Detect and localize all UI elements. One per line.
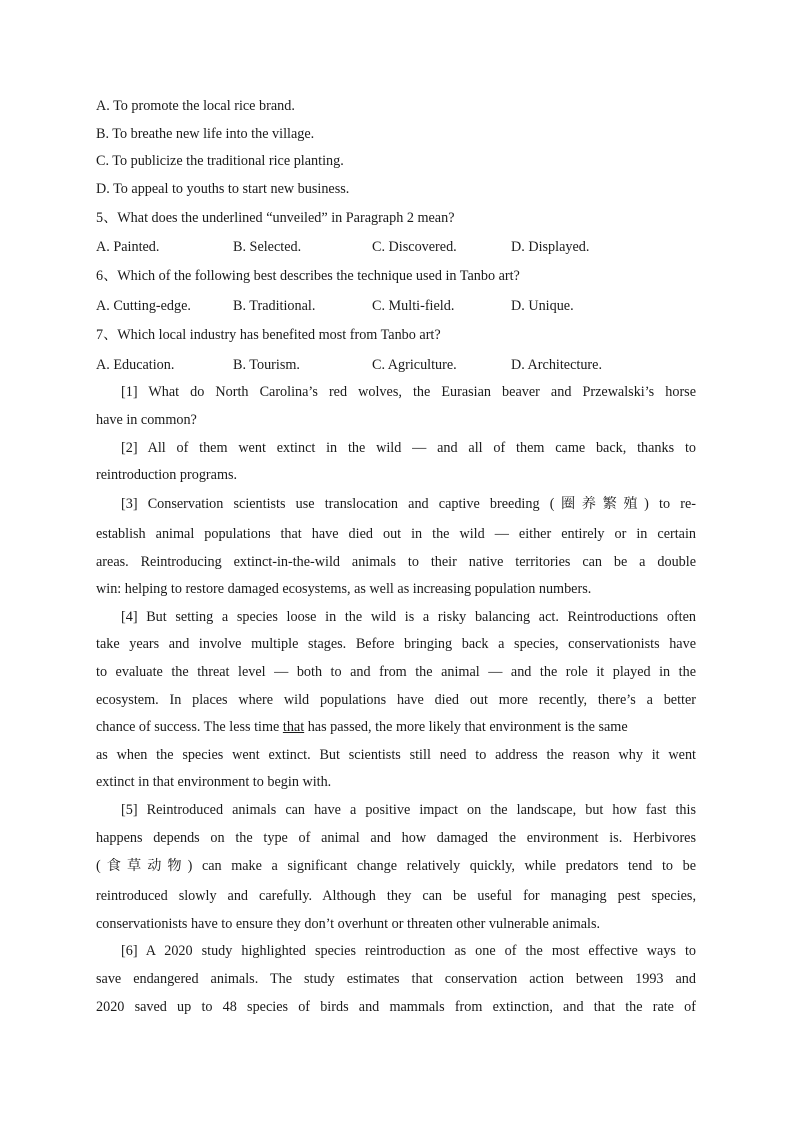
- paragraph-3-line: win: helping to restore damaged ecosystems, as well as increasing population numbers.: [96, 581, 592, 597]
- paragraph-5-line: conservationists have to ensure they don’t overhunt or threaten other vulnerable animals.: [96, 916, 601, 932]
- paragraph-3-line: areas. Reintroducing extinct-in-the-wild animals to their native territories can be a double: [96, 554, 696, 570]
- paragraph-4-line: [96, 718, 696, 736]
- paragraph-3-line: [3] Conservation scientists use translocation and captive breeding (圈养繁殖) to re-: [121, 496, 696, 512]
- q7-option-c: C. Agriculture.: [372, 357, 457, 373]
- q7-option-d: D. Architecture.: [511, 357, 602, 373]
- paragraph-4-line: extinct in that environment to begin with.: [96, 774, 332, 790]
- paragraph-5-line: happens depends on the type of animal and how damaged the environment is. Herbivores: [96, 830, 696, 846]
- paragraph-4-text: chance of success. The less time: [96, 719, 280, 735]
- paragraph-5-line: [5] Reintroduced animals can have a positive impact on the landscape, but how fast this: [121, 802, 696, 818]
- paragraph-4-line: [4] But setting a species loose in the wild is a risky balancing act. Reintroductions often: [121, 609, 696, 625]
- paragraph-4-line: take years and involve multiple stages. Before bringing back a species, conservationists have: [96, 636, 696, 652]
- paragraph-3-line: establish animal populations that have died out in the wild — either entirely or in certain: [96, 526, 696, 542]
- paragraph-1-line: have in common?: [96, 412, 197, 428]
- paragraph-4-line: as when the species went extinct. But scientists still need to address the reason why it went: [96, 747, 696, 763]
- paragraph-6-line: 2020 saved up to 48 species of birds and mammals from extinction, and that the rate of: [96, 999, 696, 1015]
- q4-option-c: C. To publicize the traditional rice planting.: [96, 153, 344, 169]
- paragraph-1-line: [1] What do North Carolina’s red wolves, the Eurasian beaver and Przewalski’s horse: [121, 384, 696, 400]
- paragraph-6-line: save endangered animals. The study estimates that conservation action between 1993 and: [96, 971, 696, 987]
- q6-option-d: D. Unique.: [511, 298, 574, 314]
- paragraph-4-line: to evaluate the threat level — both to and from the animal — and the role it played in the: [96, 664, 696, 680]
- paragraph-5-line: reintroduced slowly and carefully. Although they can be useful for managing pest species,: [96, 888, 696, 904]
- underlined-word: that: [282, 719, 305, 735]
- q7-question: 7、Which local industry has benefited most from Tanbo art?: [96, 327, 441, 343]
- q6-option-a: A. Cutting-edge.: [96, 298, 191, 314]
- q5-option-a: A. Painted.: [96, 239, 160, 255]
- q4-option-a: A. To promote the local rice brand.: [96, 98, 295, 114]
- paragraph-4-text: has passed, the more likely that environment is the same: [307, 719, 628, 735]
- paragraph-6-line: [6] A 2020 study highlighted species reintroduction as one of the most effective ways to: [121, 943, 696, 959]
- q6-option-b: B. Traditional.: [233, 298, 316, 314]
- q5-option-b: B. Selected.: [233, 239, 302, 255]
- paragraph-2-line: reintroduction programs.: [96, 467, 238, 483]
- q5-question: 5、What does the underlined “unveiled” in Paragraph 2 mean?: [96, 210, 455, 226]
- q4-option-d: D. To appeal to youths to start new business.: [96, 181, 350, 197]
- paragraph-5-line: (食草动物) can make a significant change relatively quickly, while predators tend to be: [96, 858, 696, 874]
- paragraph-2-line: [2] All of them went extinct in the wild — and all of them came back, thanks to: [121, 440, 696, 456]
- q6-question: 6、Which of the following best describes the technique used in Tanbo art?: [96, 268, 520, 284]
- paragraph-4-line: ecosystem. In places where wild populations have died out more recently, there’s a better: [96, 692, 696, 708]
- q7-option-b: B. Tourism.: [233, 357, 300, 373]
- q6-option-c: C. Multi-field.: [372, 298, 455, 314]
- q7-option-a: A. Education.: [96, 357, 175, 373]
- q5-option-c: C. Discovered.: [372, 239, 457, 255]
- q4-option-b: B. To breathe new life into the village.: [96, 126, 315, 142]
- q5-option-d: D. Displayed.: [511, 239, 590, 255]
